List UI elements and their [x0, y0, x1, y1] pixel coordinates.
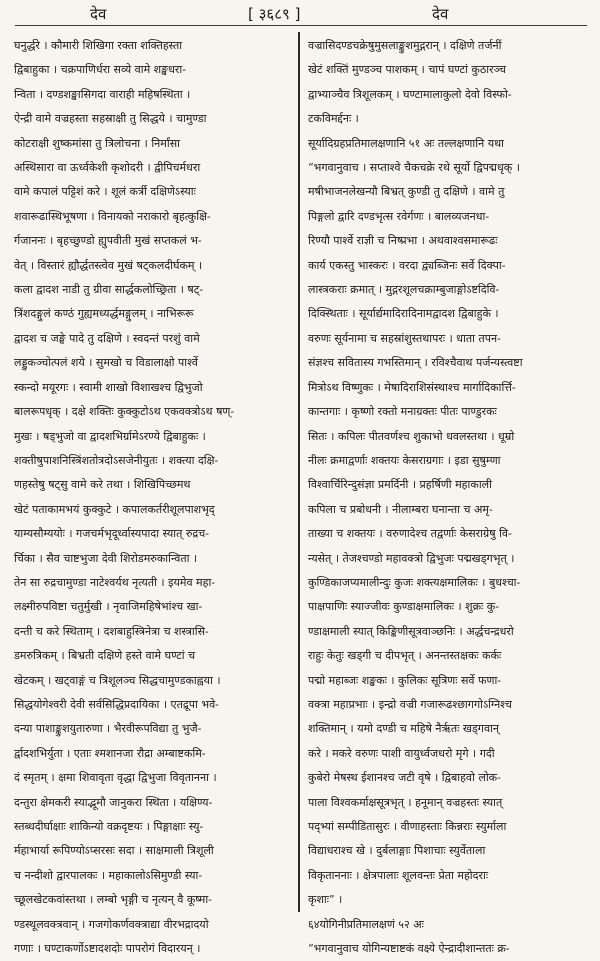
text-line: घनुर्द्धरे । कौमारी शिखिगा रक्ता शक्तिहस्ता — [14, 39, 183, 52]
text-line: शक्तिमान् । यमो दण्डी च महिषे नैर्ऋतः खड्गवान् — [308, 722, 500, 736]
header-rule — [15, 25, 587, 26]
text-line: विश्वार्चिरिन्दुसंज्ञा प्रमर्दिनी । प्रहर्षिणी महाकाली — [308, 478, 492, 492]
text-line: विद्याधराश्च खे । दुर्बलाङ्गाः पिशाचाः स्युर्वेताला — [308, 844, 486, 858]
text-line: कुबेरो मेषस्थ ईशानश्च जटी वृषे । द्विबाहवो लोक- — [308, 771, 501, 785]
text-line: वक्त्रा महाप्रभाः । इन्द्रो वज्री गजारूढश्छागगोऽग्निश्च — [308, 697, 512, 711]
text-line: टकविमर्द्दनः । — [308, 112, 359, 126]
text-line: लड्डुकञ्चोत्पलं शये । सुमखो च विडालाक्षो पार्श्वे — [14, 356, 198, 370]
text-line: कुण्डिकाजप्यमालीन्दुः कुजः शक्त्यक्षमालिकः । बुधश्चा- — [308, 575, 521, 589]
text-line: अस्थिसारा वा ऊर्ध्वकेशी कृशोदरी । द्वीपिचर्मधरा — [14, 161, 201, 175]
text-line: लक्ष्मीरुपविष्टा चतुर्मुखी । नृवाजिमहिषेभांश्च खा- — [14, 600, 203, 614]
text-line: कार्य एकस्तु भास्करः । वरदा द्व्यब्जिनः सर्वे दिक्पा- — [308, 258, 506, 272]
text-line: वेत् । विस्तारं ह्यौर्द्धतस्त्वेव मुखं षट्कलदीर्घकम् । — [14, 258, 203, 272]
text-line: बालरूपधृक् । दक्षे शक्तिः कुक्कुटोऽथ एकवक्त्रोऽथ षण्- — [14, 405, 235, 419]
text-line: पाक्षपाणिः स्याज्जीवः कुण्डाक्षमालिकः । शुक्रः कु- — [308, 600, 499, 614]
text-line: विकृताननाः । क्षेत्रपालाः शूलवन्तः प्रेता महोदराः — [308, 868, 489, 882]
column-divider — [298, 32, 300, 912]
text-line: र्चिका । सैव चाष्टभुजा देवी शिरोडमरुकान्विता । — [14, 551, 198, 565]
text-line: कपिला च प्रबोधनी । नीलाम्बरा घनान्ता च अमृ- — [308, 502, 493, 516]
text-line: कान्तगाः । कृष्णो रक्तो मनाग्रक्तः पीतः पाण्डुरकः — [308, 405, 497, 419]
text-line: तेन सा रुद्रचामुण्डा नाटेश्वर्यथ नृत्यती । इयमेव महा- — [14, 575, 216, 589]
text-line: वामे कपालं पट्टिशं करे । शूलं कर्त्री दक्षिणेऽस्याः — [14, 185, 196, 199]
text-line: नीलः क्रमाद्वर्णाः शक्तयः केसराग्रगाः । इडा सुषुम्णा — [308, 453, 501, 467]
text-line: वरुणः सूर्यनामा च सहस्रांशुस्तथापरः । धाता तपन- — [308, 331, 501, 345]
text-line: शक्तीषुपाशनिस्त्रिंशतोत्रदोऽसजेनीयुतः । शक्त्या दक्षि- — [14, 453, 219, 467]
text-line: खेटं पताकामभयं कुक्कुटे । कपालकर्तरीशूलपाशभृद् — [14, 502, 215, 516]
text-line: णहस्तेषु षट्सु वामे करे तथा । शिखिपिच्छमथ — [14, 478, 191, 492]
right-column — [308, 34, 582, 961]
text-line: कला द्वादश नाडी तु ग्रीवा सार्द्धकलोच्छ्रिता । षट्- — [14, 283, 204, 297]
text-line: ण्डाक्षमाली स्यात् किङ्किणीसूत्रवाञ्छनिः । अर्द्धचन्द्रधरो — [308, 624, 514, 638]
text-line: मुखः । षड्भुजो वा द्वादशभिर्ग्रामेऽरण्ये द्विबाहुकः । — [14, 429, 206, 443]
text-line: संज्ञश्च सवितास्य गभस्तिमान् । रविश्चैवाथ पर्जन्यस्त्वष्टा — [308, 356, 523, 370]
left-column — [14, 34, 290, 961]
text-line: डमरुत्रिकम् । बिभ्रती दक्षिणे हस्ते वामे घण्टां च — [14, 649, 196, 663]
text-line: पाला विश्वकर्माक्षसूत्रभृत् । हनूमान् वज्रहस्तः स्यात् — [308, 795, 503, 809]
text-line: कोटराक्षी शुष्कमांसा तु त्रिलोचना । निर्मांसा — [14, 136, 180, 150]
text-line: च्छूलखेटकवांस्तथा । लम्बो भृङ्गी च नृत्यन् वै कूष्मा- — [14, 893, 212, 907]
running-head-left: देव — [90, 5, 107, 23]
text-line: ताख्या च शक्तयः । वरुणादेश्च तद्वर्णाः केसराग्रेषु वि- — [308, 527, 512, 541]
text-line: सितः । कपिलः पीतवर्णश्च शुकाभो धवलस्तथा । धूम्रो — [308, 429, 515, 443]
text-line: खेटकम् । खट्वाङ्गं च त्रिशूलञ्च सिद्धचामुण्डकाह्वया । — [14, 673, 221, 687]
text-line: रिण्यौ पार्श्वे राज्ञी च निष्प्रभा । अथवाश्वसमारूढः — [308, 234, 498, 248]
text-line: र्महाभार्या रूपिण्योऽप्सरसः सदा । साक्षमाली त्रिशूली — [14, 844, 214, 858]
text-line: स्कन्दो मयूरगः । स्वामी शाखो विशाखश्च द्विभुजो — [14, 380, 203, 394]
text-line: वज्रासिदण्डचक्रेषुमुसलाङ्कुशमुद्गरान् । दक्षिणे तर्जनीं — [308, 39, 502, 52]
text-line: द्वाभ्याञ्चैव त्रिशूलकम् । घण्टामालाकुलो देवो विस्फो- — [308, 87, 512, 101]
text-line: पद्भ्यां सम्पीडितासुरः । वीणाहस्ताः किन्नराः स्युर्माला — [308, 820, 507, 833]
text-line: राहुः केतुः खड्गी च दीपभृत् । अनन्तस्तक्षकः कर्कः — [308, 649, 502, 663]
text-line: “भगवानुवाच । सप्ताश्वे चैकचक्रे रथे सूर्यो द्विपद्मधृक् । — [308, 161, 520, 175]
text-line: याम्यसौम्ययोः । गजचर्मभृदूर्ध्वास्यपादा स्यात् रुद्रच- — [14, 527, 209, 541]
text-line: पिङ्गलो द्वारि दण्डभृत्स रवेर्गणः । बालव्यजनधा- — [308, 209, 490, 223]
text-line: दन्या पाशाङ्कुशयुतारुणा । भैरवीरूपविद्या तु भुजै- — [14, 722, 202, 736]
text-line: न्यसेत् । तेजश्चण्डो महावक्त्रो द्विभुजः पद्मखड्गभृत् । — [308, 551, 515, 565]
text-line: दन्तुरा क्षेमकरी स्याद्भूमौ जानुकरा स्थिता । यक्षिण्य- — [14, 795, 213, 809]
text-line: मषीभाजनलेखन्यौ बिभ्रत् कुण्डी तु दक्षिणे । वामे तु — [308, 185, 505, 199]
text-line: गणाः । घण्टाकर्णोऽष्टादशदोः पापरोगं विदारयन् । — [14, 942, 201, 956]
text-line: दं स्मृतम् । क्षमा शिवावृता वृद्धा द्विभुजा विवृतानना । — [14, 771, 217, 785]
text-line: “भगवानुवाच योगिन्यष्टाष्टकं वक्ष्ये ऐन्द्रादीशान्ततः क्र- — [308, 942, 510, 956]
text-line: ण्डस्थूलवक्त्रवान् । गजगोकर्णवक्त्राद्या वीरभद्रादयो — [14, 917, 209, 931]
text-line: करे । मकरे वरुणः पाशी वायुर्ध्वजधरो मृगे । गदी — [308, 746, 495, 760]
text-line: र्द्वादशभिर्युता । एताः श्मशानजा रौद्रा अम्बाष्टकमि- — [14, 746, 206, 760]
text-line: द्विबाहुका । चक्रपाणिर्धरा सव्ये वामे शङ्खधरा- — [14, 63, 186, 77]
text-line: सिद्धयोगेश्वरी देवी सर्वसिद्धिप्रदायिका । एतद्रूपा भवे- — [14, 697, 219, 711]
text-line: दन्ती च करे स्थिताम् । दशबाहुस्त्रिनेत्रा च शस्त्रासि- — [14, 624, 209, 638]
text-line: ऐन्द्री वामे वज्रहस्ता सहस्राक्षी तु सिद्धये । चामुण्डा — [14, 112, 207, 126]
text-line: दिक्स्थिताः । सूर्यार्द्यमादिरादिनामद्वादश द्विबाहुके । — [308, 307, 499, 321]
text-line: पद्मो महाब्जः शङ्खकः । कुलिकः सूत्रिणः सर्वे फणा- — [308, 673, 502, 687]
text-line: शवारूढास्थिभूषणा । विनायको नराकारो बृहत्कुक्षि- — [14, 209, 211, 223]
text-line: त्रिंशदङ्गुलं कण्ठं गुह्यमध्यर्द्धमङ्गुलम् । नाभिरूरू — [14, 307, 194, 321]
text-line: स्तब्धदीर्घाक्षाः शाकिन्यो वक्रदृष्टयः । पिङ्गाक्षाः स्यु- — [14, 820, 204, 833]
text-line: ६४योगिनीप्रतिमालक्षणं ५२ अः — [308, 917, 424, 931]
page-number: [ ३६८९ ] — [248, 5, 301, 23]
text-line: च नन्दीशो द्वारपालकः । महाकालोऽसिमुण्डी स्या- — [14, 868, 203, 882]
text-line: कृशाः” । — [308, 893, 343, 907]
text-line: सूर्यादिग्रहप्रतिमालक्षणानि ५१ अः तल्लक्षणानि यथा — [308, 136, 504, 150]
text-line: द्वादश च जङ्घे पादे तु दक्षिणे । स्वदन्तं परशुं वामे — [14, 331, 200, 345]
text-line: खेटं शक्तिं मुण्डञ्च पाशकम् । चापं घण्टां कुठारञ्च — [308, 63, 506, 77]
text-line: न्विता । दण्डशङ्खासिगदा वाराही महिषस्थिता । — [14, 87, 191, 101]
text-line: र्गजाननः । बृहच्छुण्डो ह्युपवीती मुखं सप्तकलं भ- — [14, 234, 202, 248]
text-line: मित्रोऽथ विष्णुकः । मेषादिराशिसंस्थाश्च मार्गादिकार्त्ति- — [308, 380, 516, 394]
text-line: लास्त्रकराः क्रमात् । मुद्गरशूलचक्राम्बुजाङ्गोऽष्टदिवि- — [308, 283, 500, 297]
running-head-right: देव — [432, 5, 449, 23]
